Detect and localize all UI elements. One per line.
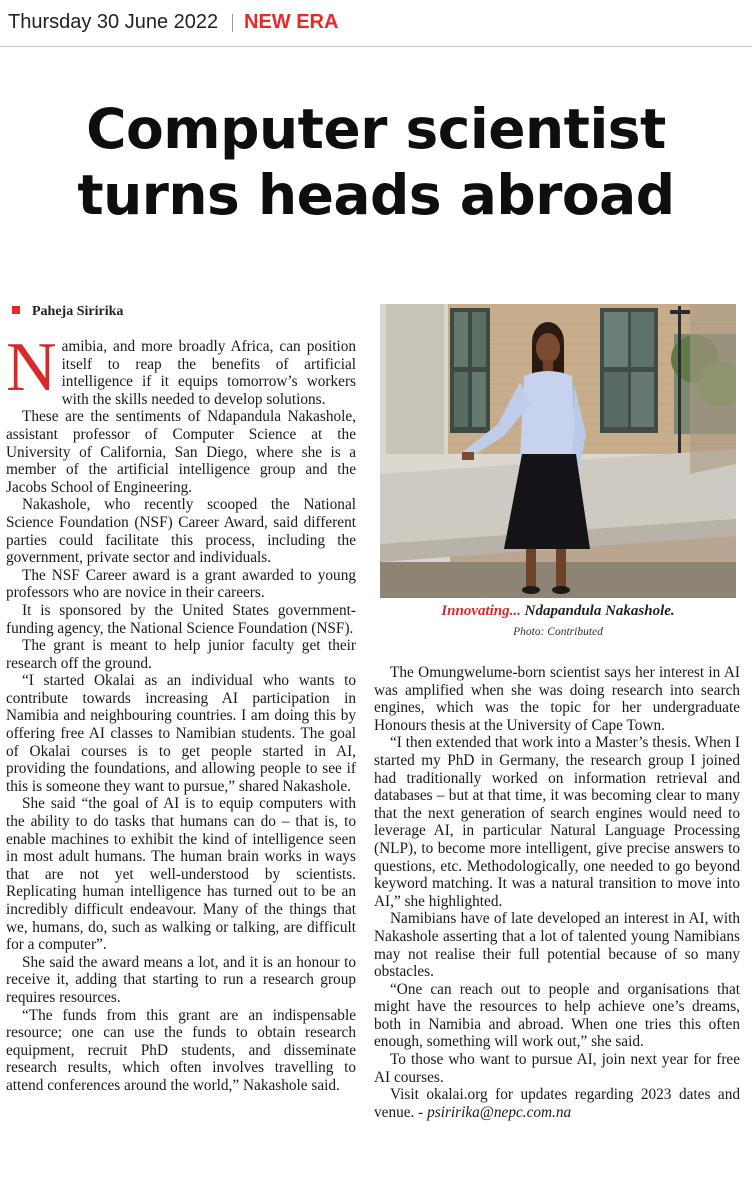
- headline-line-1: Computer scientist: [86, 97, 666, 161]
- page-header: [0, 0, 752, 47]
- paragraph: These are the sentiments of Ndapandula Nakashole, assistant professor of Computer Science at the University of California, San Diego, where she is a member of the artificial intelligence group and the Jacobs School of Engineering.: [6, 408, 356, 496]
- headline-line-2: turns heads abroad: [77, 163, 675, 227]
- publication-name: NEW ERA: [244, 11, 339, 33]
- paragraph: Visit okalai.org for updates regarding 2023 dates and venue. - psiririka@nepc.com.na: [374, 1086, 740, 1121]
- header-divider: [232, 14, 233, 32]
- paragraph: “I started Okalai as an individual who wants to contribute towards increasing AI participation in Namibia and neighbouring countries. I am doing this by offering free AI classes to Namibian students. The goal of Okalai courses is to get people started in AI, providing the foundations, and allowing people to see if this is someone they want to pursue,” shared Nakashole.: [6, 672, 356, 795]
- paragraph: She said the award means a lot, and it is an honour to receive it, adding that starting to run a research group requires resources.: [6, 953, 356, 1006]
- author-name: Paheja Siririka: [32, 304, 124, 319]
- caption-text: Ndapandula Nakashole.: [524, 603, 675, 619]
- byline-marker: [12, 306, 20, 314]
- article-photo: [380, 304, 736, 598]
- issue-date: Thursday 30 June 2022: [8, 11, 219, 33]
- headline: [0, 96, 752, 228]
- paragraph: The grant is meant to help junior faculty get their research off the ground.: [6, 637, 356, 672]
- paragraph: “I then extended that work into a Master’s thesis. When I started my PhD in Germany, the research group I joined had traditionally worked on information retrieval and databases – but at that time, it was becoming clear to many that the next generation of search engines would need to leverage AI, in particular Natural Language Processing (NLP), to become more intelligent, give precise answers to questions, etc. Methodologically, one needed to go beyond keyword matching. It was a natural transition to move into AI,” she highlighted.: [374, 734, 740, 910]
- caption-kicker: Innovating...: [441, 603, 521, 619]
- paragraph: The Omungwelume-born scientist says her interest in AI was amplified when she was doing research into search engines, which was the topic for her undergraduate Honours thesis at the University of Cape Town.: [374, 664, 740, 734]
- byline: [12, 304, 123, 320]
- paragraph: Namibia, and more broadly Africa, can position itself to reap the benefits of artificial intelligence if it equips tomorrow’s workers with the skills needed to develop solutions.: [6, 329, 356, 408]
- paragraph: “One can reach out to people and organisations that might have the resources to help achieve one’s dreams, both in Namibia and abroad. When one tries this often enough, something will work out,” she said.: [374, 980, 740, 1051]
- paragraph: The NSF Career award is a grant awarded to young professors who are novice in their careers.: [6, 566, 356, 602]
- article-column-left: [6, 329, 356, 1095]
- paragraph: She said “the goal of AI is to equip computers with the ability to do tasks that humans can do – that is, to enable machines to exhibit the kind of intelligence seen in most adult humans. The human brain works in ways that are not yet well-understood by scientists. Replicating human intelligence has turned out to be an incredibly difficult endeavour. Many of the things that we, humans, do, such as walking or talking, are difficult for a computer”.: [6, 795, 356, 954]
- photo-credit: Photo: Contributed: [513, 626, 603, 638]
- paragraph: To those who want to pursue AI, join next year for free AI courses.: [374, 1051, 740, 1086]
- dropcap: N: [6, 329, 57, 406]
- paragraph: It is sponsored by the United States government-funding agency, the National Science Foundation (NSF).: [6, 601, 356, 637]
- paragraph: “The funds from this grant are an indispensable resource; one can use the funds to obtain research equipment, recruit PhD students, and disseminate research results, which often involves travelling to attend conferences around the world,” Nakashole said.: [6, 1006, 356, 1094]
- photo-caption: [380, 603, 736, 620]
- paragraph: Nakashole, who recently scooped the National Science Foundation (NSF) Career Award, said different parties could facilitate this process, including the government, private sector and individuals.: [6, 496, 356, 567]
- author-email: psiririka@nepc.com.na: [427, 1103, 572, 1121]
- article-column-right: [374, 664, 740, 1121]
- paragraph: Namibians have of late developed an interest in AI, with Nakashole asserting that a lot of talented young Namibians may not realise their full potential because of so many obstacles.: [374, 910, 740, 981]
